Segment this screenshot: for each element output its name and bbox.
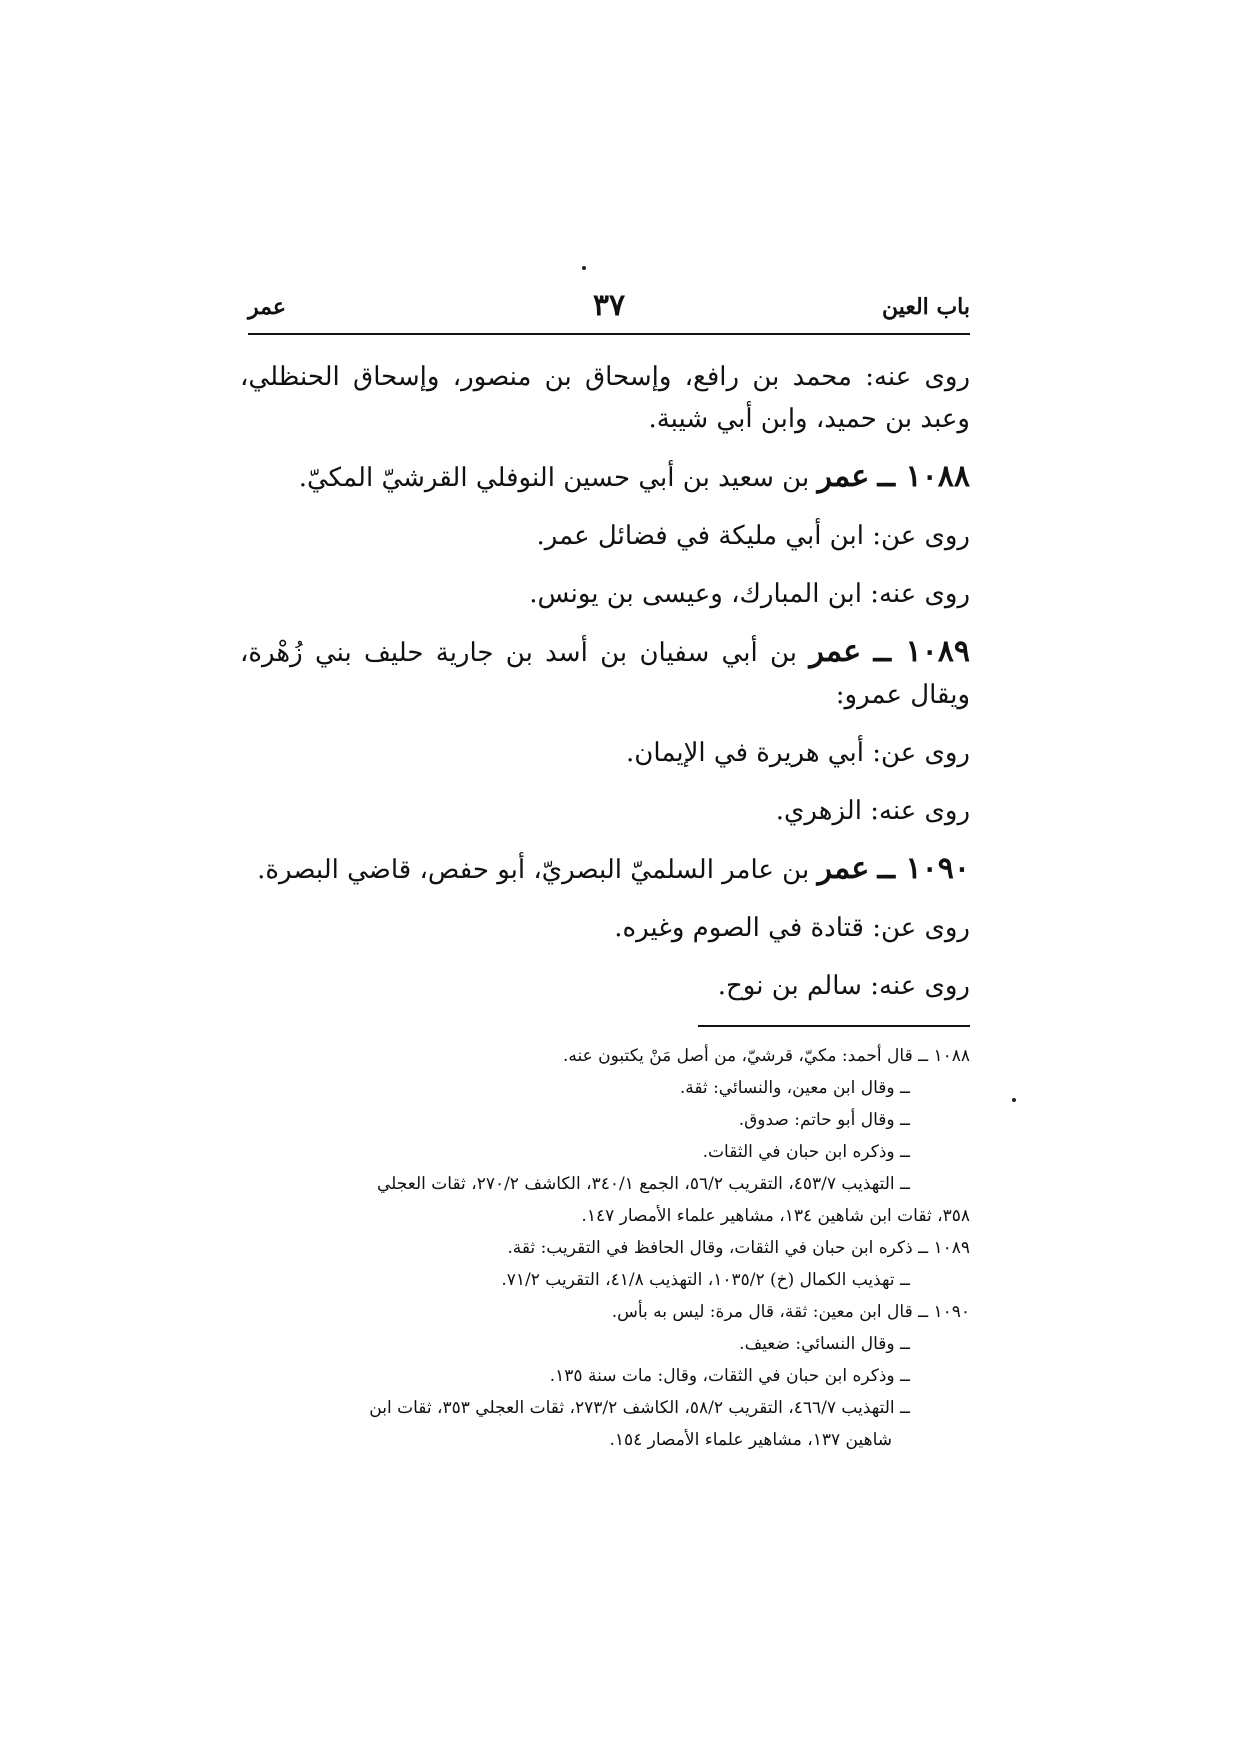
footnote-line: ــ وقال ابن معين، والنسائي: ثقة. [679,1078,910,1098]
speck-mark [1012,1098,1016,1102]
footnote-line: ــ وذكره ابن حبان في الثقات، وقال: مات سنة ١٣٥. [549,1366,910,1386]
entry-1089-heading [240,631,970,716]
footnote-line: ٣٥٨، ثقات ابن شاهين ١٣٤، مشاهير علماء الأمصار ١٤٧. [581,1206,970,1226]
header-rule [248,333,970,335]
footnote-line: ــ التهذيب ٤٦٦/٧، التقريب ٥٨/٢، الكاشف ٢٧٣/٢، ثقات العجلي ٣٥٣، ثقات ابن [369,1398,910,1418]
header-keyword: عمر [248,294,286,320]
entry-1089-narrated-from: روى عن: أبي هريرة في الإيمان. [626,738,970,768]
entry-number: ١٠٨٨ ــ [877,459,970,494]
footnote-line: ١٠٨٨ ــ قال أحمد: مكيّ، قرشيّ، من أصل مَنْ يكتبون عنه. [562,1046,970,1066]
entry-lineage: بن سعيد بن أبي حسين النوفلي القرشيّ المكيّ. [298,463,818,493]
footnote-line: شاهين ١٣٧، مشاهير علماء الأمصار ١٥٤. [609,1430,892,1450]
entry-1089-narrated-by: روى عنه: الزهري. [775,796,970,826]
entry-1090-narrated-from: روى عن: قتادة في الصوم وغيره. [614,913,970,943]
footnote-line: ــ وقال أبو حاتم: صدوق. [738,1110,910,1130]
entry-number: ١٠٩٠ ــ [877,851,970,886]
main-text [240,356,970,1007]
running-header [248,290,970,334]
footnote-line: ــ وذكره ابن حبان في الثقات. [702,1142,910,1162]
entry-1088-narrated-by: روى عنه: ابن المبارك، وعيسى بن يونس. [529,579,970,609]
chapter-title: باب العين [881,294,970,320]
page-number: ٣٧ [592,288,626,323]
footnote-line: ــ وقال النسائي: ضعيف. [739,1334,910,1354]
narrators-line: روى عنه: محمد بن رافع، وإسحاق بن منصور، وإسحاق الحنظلي، وعبد بن حميد، وابن أبي شيبة. [240,362,970,434]
entry-1090-narrated-by: روى عنه: سالم بن نوح. [717,971,970,1001]
footnote-line: ١٠٨٩ ــ ذكره ابن حبان في الثقات، وقال الحافظ في التقريب: ثقة. [507,1238,970,1258]
entry-name: عمر [817,459,870,494]
entry-1088-heading [240,456,970,499]
entry-lineage: بن أبي سفيان بن أسد بن جارية حليف بني زُهْرة، ويقال عمرو: [240,638,970,710]
footnote-line: ١٠٩٠ ــ قال ابن معين: ثقة، قال مرة: ليس به بأس. [611,1302,970,1322]
footnotes [240,1040,970,1456]
footnote-separator [698,1025,970,1027]
entry-1090-heading [240,848,970,891]
footnote-line: ــ التهذيب ٤٥٣/٧، التقريب ٥٦/٢، الجمع ٣٤٠/١، الكاشف ٢٧٠/٢، ثقات العجلي [377,1174,910,1194]
entry-name: عمر [817,851,870,886]
speck-mark [582,266,586,270]
entry-lineage: بن عامر السلميّ البصريّ، أبو حفص، قاضي البصرة. [257,855,818,885]
entry-number: ١٠٨٩ ــ [873,634,970,669]
footnote-line: ــ تهذيب الكمال (خ) ١٠٣٥/٢، التهذيب ٤١/٨، التقريب ٧١/٢. [501,1270,910,1290]
entry-name: عمر [809,634,862,669]
entry-1088-narrated-from: روى عن: ابن أبي مليكة في فضائل عمر. [536,521,970,551]
